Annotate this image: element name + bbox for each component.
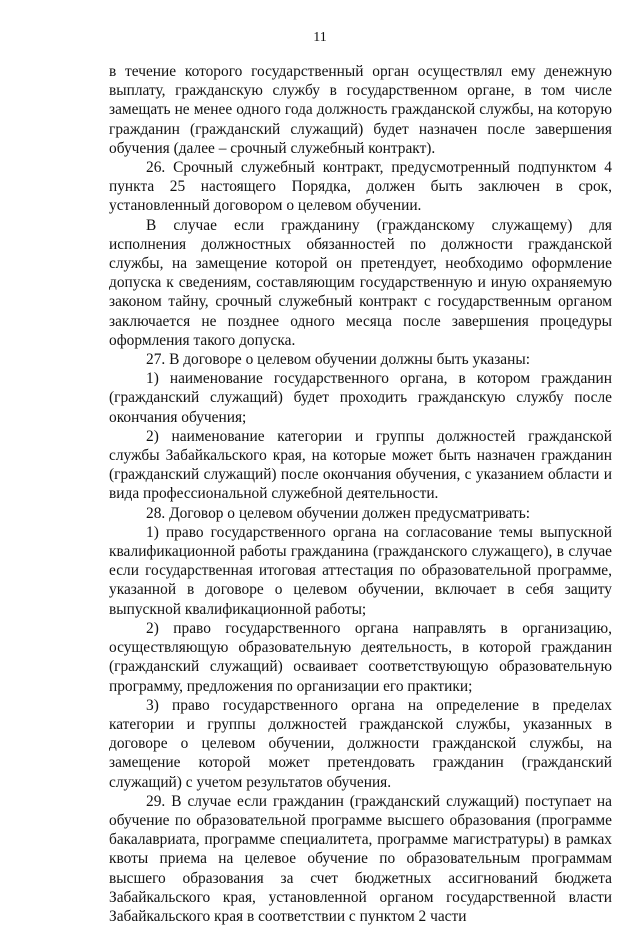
- paragraph-27-item-2: 2) наименование категории и группы должностей гражданской службы Забайкальского края, на которые может быть назначен гражданин (гражданский служащий) после окончания обучения, с указанием области и вида профессиональной служебной деятельности.: [109, 427, 612, 503]
- paragraph-28: 28. Договор о целевом обучении должен предусматривать:: [146, 504, 531, 522]
- paragraph-26-clearance: В случае если гражданину (гражданскому служащему) для исполнения должностных обязанностей по должности гражданской службы, на замещение которой он претендует, необходимо оформление допуска к сведениям, составляющим государственную и иную охраняемую законом тайну, срочный служебный контракт с государственным органом заключается не позднее одного месяца после завершения процедуры оформления такого допуска.: [109, 216, 612, 349]
- paragraph-28-item-1: 1) право государственного органа на согласование темы выпускной квалификационной работы гражданина (гражданского служащего), в случае если государственная итоговая аттестация по образовательной программе, указанной в договоре о целевом обучении, включает в себя защиту выпускной квалификационной работы;: [109, 523, 612, 618]
- paragraph-28-item-3: 3) право государственного органа на определение в пределах категории и группы должностей гражданской службы, указанных в договоре о целевом обучении, должности гражданской службы, на замещение которой может претендовать гражданин (гражданский служащий) с учетом результатов обучения.: [109, 696, 612, 791]
- paragraph-continuation: в течение которого государственный орган осуществлял ему денежную выплату, гражданскую службу в государственном органе, в том числе замещать не менее одного года должность гражданской службы, на которую гражданин (гражданский служащий) будет назначен после завершения обучения (далее – срочный служебный контракт).: [109, 63, 612, 157]
- paragraph-27: 27. В договоре о целевом обучении должны быть указаны:: [146, 351, 530, 369]
- paragraph-29: 29. В случае если гражданин (гражданский служащий) поступает на обучение по образовательной программе высшего образования (программе бакалавриата, программе специалитета, программе магистратуры) в рамках квоты приема на целевое обучение по образовательным программам высшего образования за счет бюджетных ассигнований бюджета Забайкальского края, установленной органом государственной власти Забайкальского края в соответствии с пунктом 2 части: [109, 792, 612, 925]
- document-body: [109, 62, 612, 926]
- paragraph-27-item-1: 1) наименование государственного органа, в котором гражданин (гражданский служащий) будет проходить гражданскую службу после окончания обучения;: [109, 370, 612, 426]
- paragraph-28-item-2: 2) право государственного органа направлять в организацию, осуществляющую образовательную деятельность, в которой гражданин (гражданский служащий) осваивает соответствующую образовательную программу, предложения по организации его практики;: [109, 619, 612, 695]
- page-number: 11: [313, 30, 327, 45]
- paragraph-26: 26. Срочный служебный контракт, предусмотренный подпунктом 4 пункта 25 настоящего Порядка, должен быть заключен в срок, установленный договором о целевом обучении.: [109, 159, 612, 215]
